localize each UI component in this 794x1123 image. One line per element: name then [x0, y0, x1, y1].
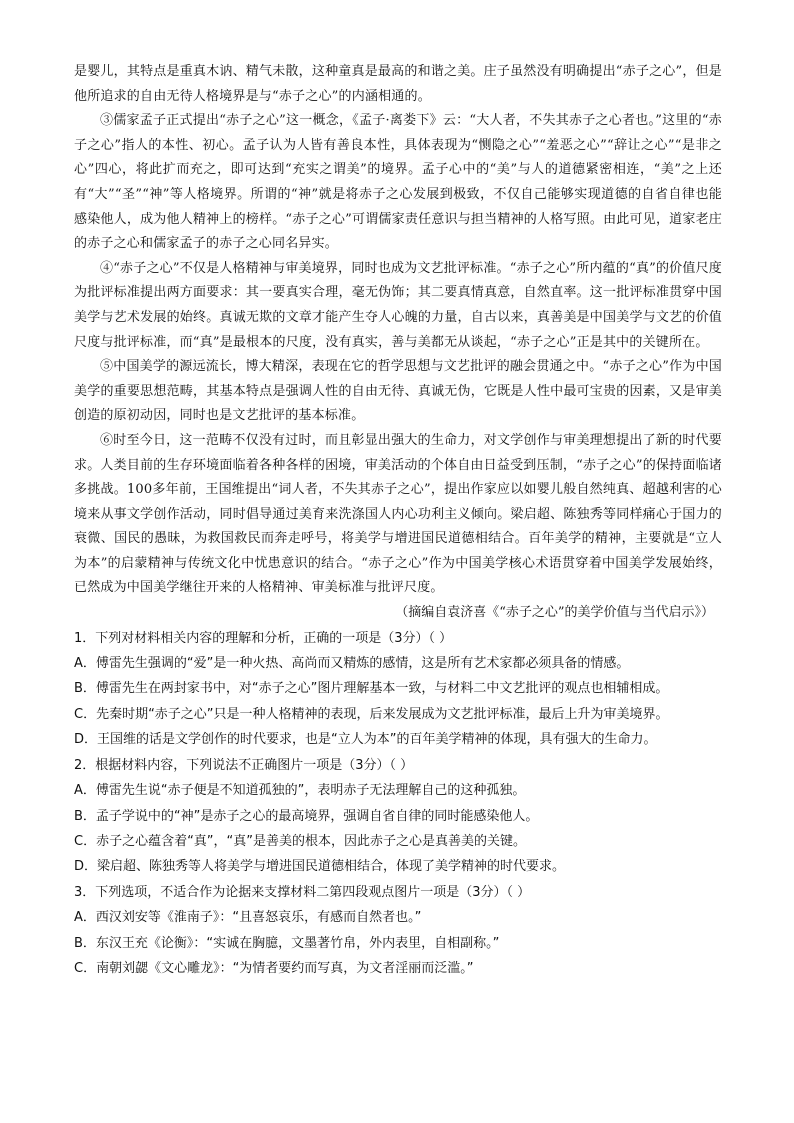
option-a: A．西汉刘安等《淮南子》：“且喜怒哀乐，有感而自然者也。”: [74, 910, 422, 926]
question-1: [74, 626, 722, 753]
option-a: A．傅雷先生说“赤子便是不知道孤独的”，表明赤子无法理解自己的这种孤独。: [74, 783, 526, 799]
passage-paragraph-3: ③儒家孟子正式提出“赤子之心”这一概念，《孟子·离娄下》云：“大人者，不失其赤子之心者也。”这里的“赤子之心”指人的本性、初心。孟子认为人皆有善良本性，具体表现为“恻隐之心”“羞恶之心”“辞让之心”“是非之心”四心，将此扩而充之，即可达到“充实之谓美”的境界。孟子心中的“美”与人的道德紧密相连，“美”之上还有“大”“圣”“神”等人格境界。所谓的“神”就是将赤子之心发展到极致，不仅自己能够实现道德的自省自律也能感染他人，成为他人精神上的榜样。“赤子之心”可谓儒家责任意识与担当精神的人格写照。由此可见，道家老庄的赤子之心和儒家孟子的赤子之心同名异实。: [74, 113, 722, 252]
exam-page: [74, 60, 722, 981]
option-c: C．赤子之心蕴含着“真”，“真”是善美的根本，因此赤子之心是真善美的关键。: [74, 833, 527, 849]
option-d: D．梁启超、陈独秀等人将美学与增进国民道德相结合，体现了美学精神的时代要求。: [74, 859, 566, 875]
question-stem: 3．下列选项，不适合作为论据来支撑材料二第四段观点图片一项是（3分）（ ）: [74, 884, 531, 900]
question-2: [74, 753, 722, 880]
passage-paragraph-4: ④“赤子之心”不仅是人格精神与审美境界，同时也成为文艺批评标准。“赤子之心”所内蕴的“真”的价值尺度为批评标准提出两方面要求：其一要真实合理，毫无伪饰；其二要真情真意，自然直率。这一批评标准贯穿中国美学与艺术发展的始终。真诚无欺的文章才能产生夺人心魄的力量，自古以来，真善美是中国美学与文艺的价值尺度与批评标准，而“真”是最根本的尺度，没有真实，善与美都无从谈起，“赤子之心”正是其中的关键所在。: [74, 260, 722, 350]
option-b: B．东汉王充《论衡》：“实诚在胸臆，文墨著竹帛，外内表里，自相副称。”: [74, 935, 500, 951]
passage-paragraph-5: ⑤中国美学的源远流长，博大精深，表现在它的哲学思想与文艺批评的融会贯通之中。“赤子之心”作为中国美学的重要思想范畴，其基本特点是强调人性的自由无待、真诚无伪，它既是人性中最可宝贵的因素，又是审美创造的原初动因，同时也是文艺批评的基本标准。: [74, 359, 722, 424]
option-b: B．孟子学说中的“神”是赤子之心的最高境界，强调自省自律的同时能感染他人。: [74, 808, 539, 824]
passage-paragraph-6: ⑥时至今日，这一范畴不仅没有过时，而且彰显出强大的生命力，对文学创作与审美理想提出了新的时代要求。人类目前的生存环境面临着各种各样的困境，审美活动的个体自由日益受到压制，“赤子之心”的保持面临诸多挑战。100多年前，王国维提出“词人者，不失其赤子之心”，提出作家应以如婴儿般自然纯真、超越利害的心境来从事文学创作活动，同时倡导通过美育来洗涤国人内心功利主义倾向。梁启超、陈独秀等同样痛心于国力的衰微、国民的愚昧，为救国救民而奔走呼号，将美学与增进国民道德相结合。百年美学的精神，主要就是“立人为本”的启蒙精神与传统文化中忧患意识的结合。“赤子之心”作为中国美学核心术语贯穿着中国美学发展始终，已然成为中国美学继往开来的人格精神、审美标准与批评尺度。: [74, 432, 722, 596]
question-3: [74, 880, 722, 982]
source-credit: （摘编自袁济喜《“赤子之心”的美学价值与当代启示》）: [395, 605, 714, 621]
option-c: C．先秦时期“赤子之心”只是一种人格精神的表现，后来发展成为文艺批评标准，最后上升为审美境界。: [74, 706, 669, 722]
question-list: [74, 626, 722, 982]
option-b: B．傅雷先生在两封家书中，对“赤子之心”图片理解基本一致，与材料二中文艺批评的观点也相辅相成。: [74, 681, 669, 697]
passage-paragraph-continued: 是婴儿，其特点是重真木讷、精气未散，这种童真是最高的和谐之美。庄子虽然没有明确提出“赤子之心”，但是他所追求的自由无待人格境界是与“赤子之心”的内涵相通的。: [74, 64, 722, 104]
option-c: C．南朝刘勰《文心雕龙》：“为情者要约而写真，为文者淫丽而泛滥。”: [74, 960, 474, 976]
question-stem: 2．根据材料内容，下列说法不正确图片一项是（3分）（ ）: [74, 757, 414, 773]
question-stem: 1．下列对材料相关内容的理解和分析，正确的一项是（3分）（ ）: [74, 630, 453, 646]
option-a: A．傅雷先生强调的“爱”是一种火热、高尚而又精炼的感情，这是所有艺术家都必须具备的情感。: [74, 656, 630, 672]
option-d: D．王国维的话是文学创作的时代要求，也是“立人为本”的百年美学精神的体现，具有强大的生命力。: [74, 732, 657, 748]
reading-passage: [74, 60, 722, 626]
